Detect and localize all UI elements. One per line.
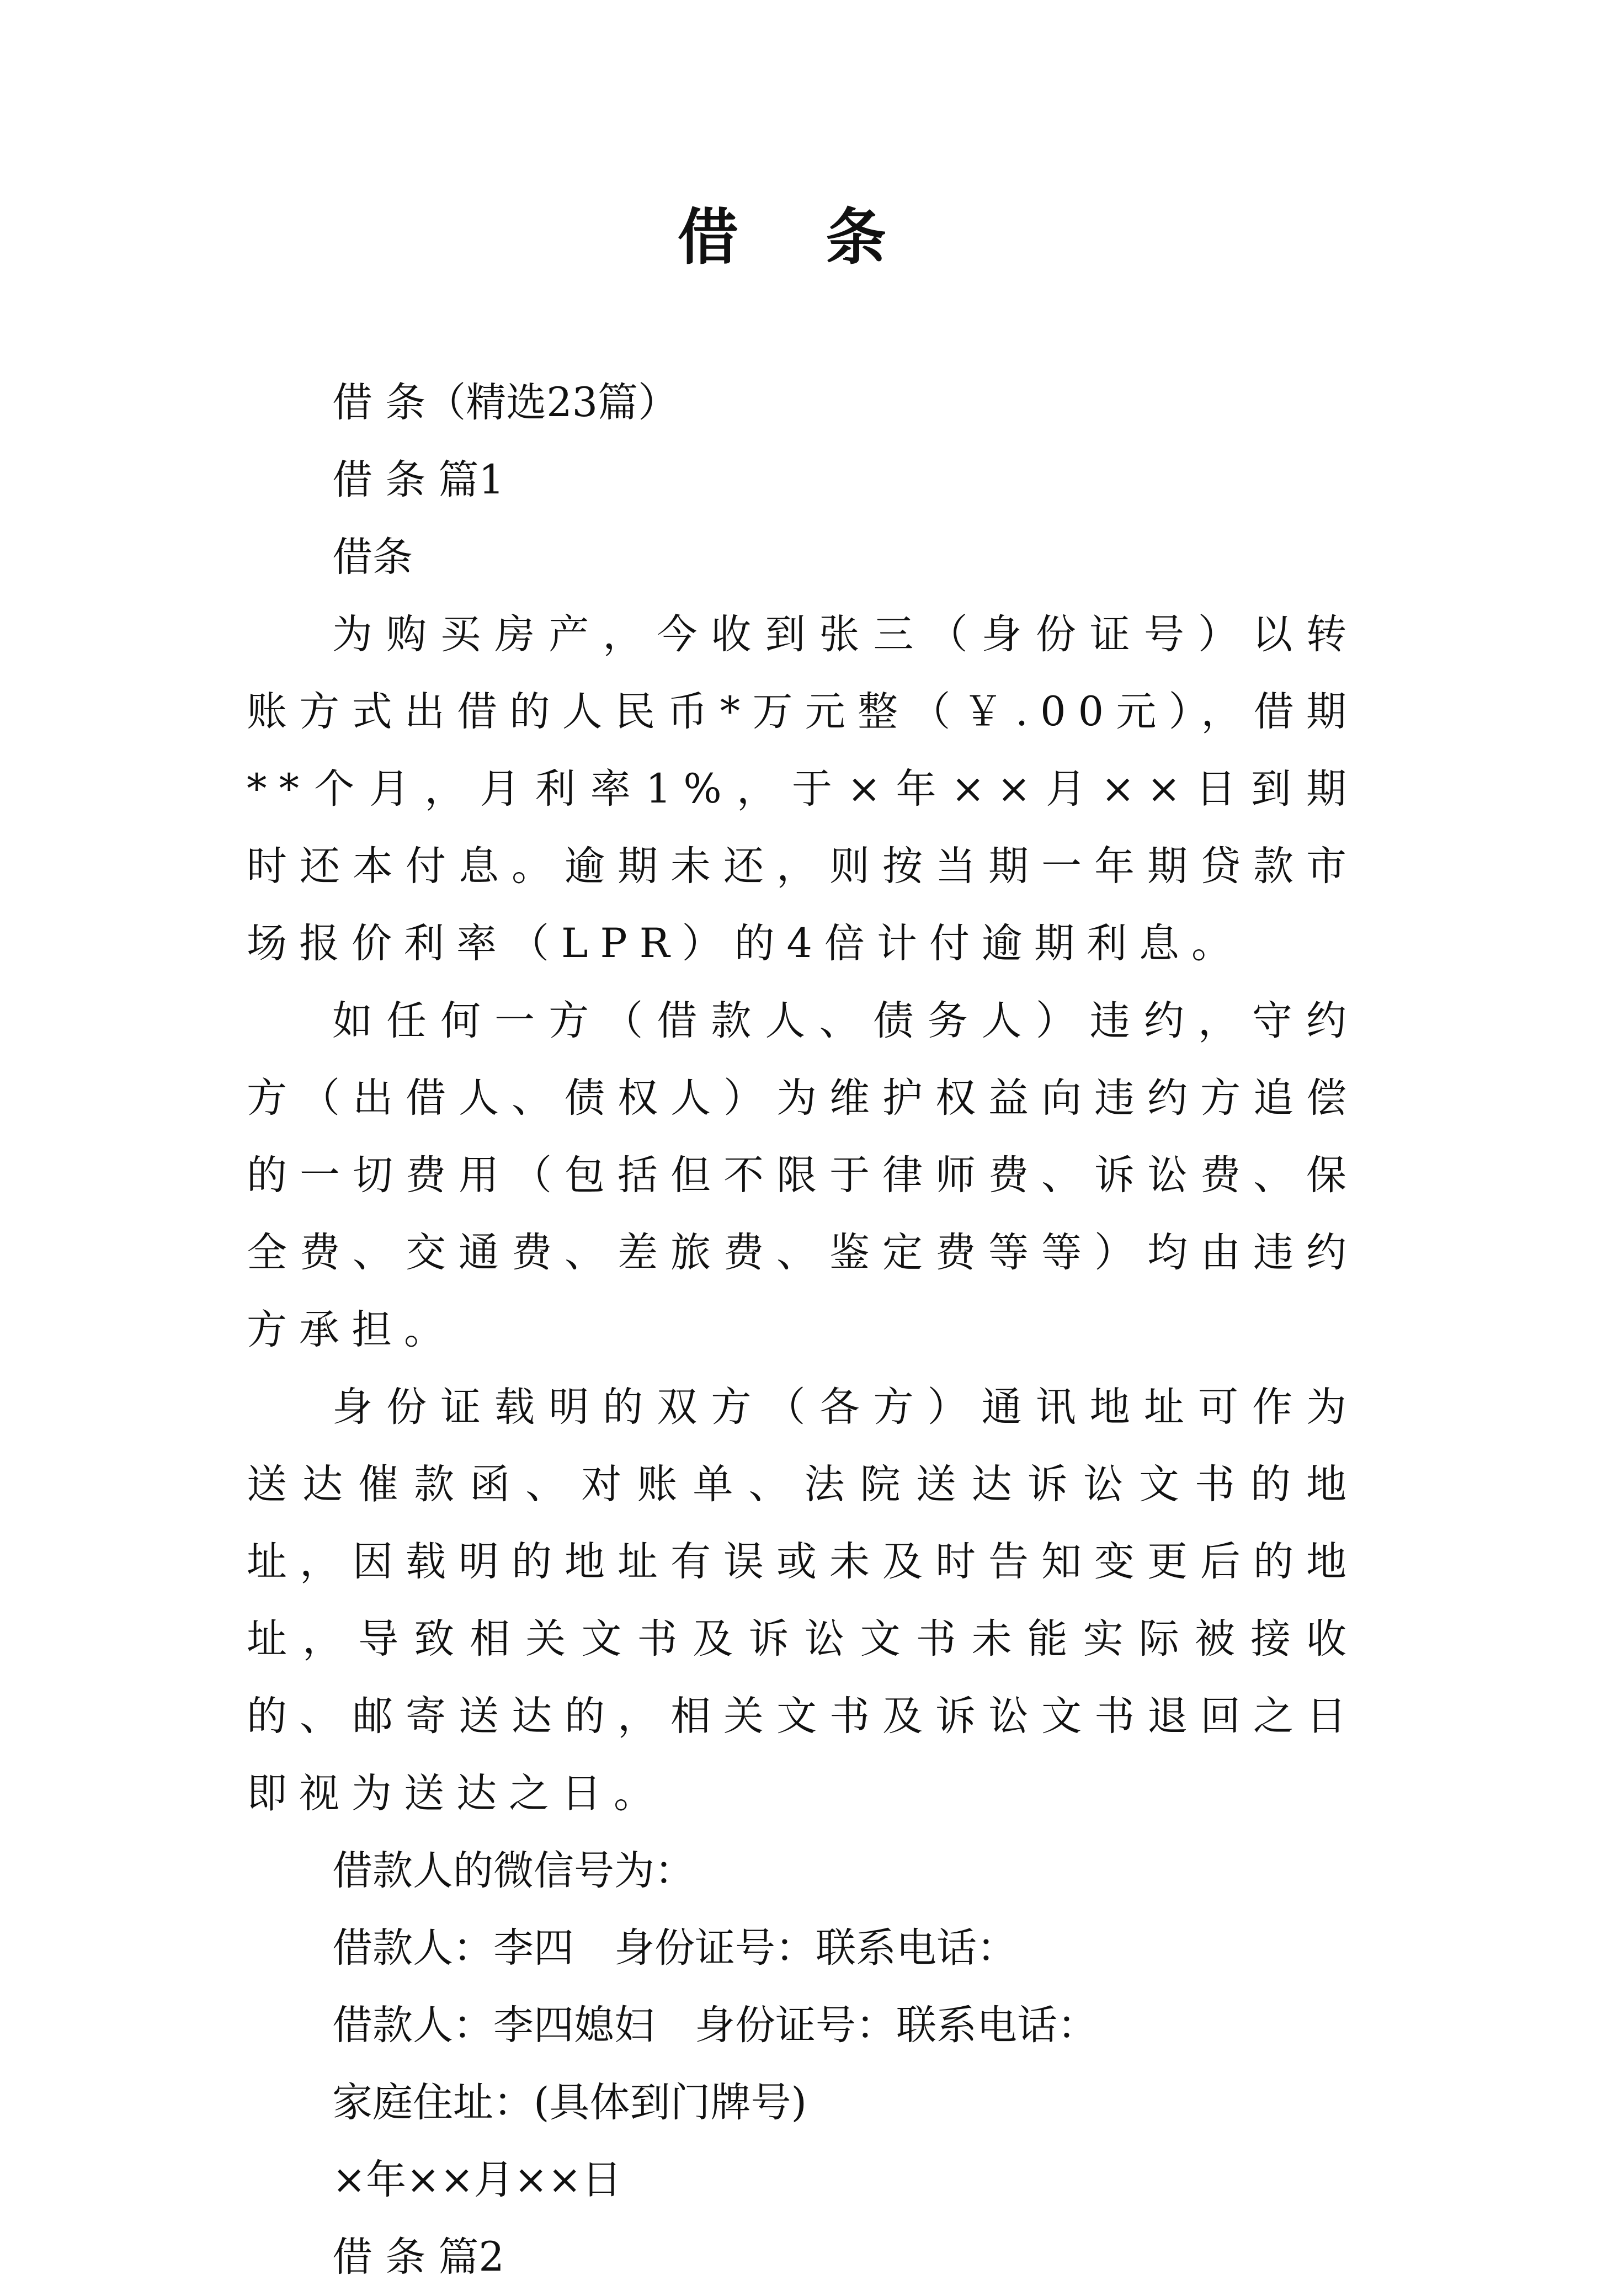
paragraph-loan-terms: 为购买房产，今收到张三（身份证号）以转账方式出借的人民币*万元整（￥.00元），借期**个月，月利率1%，于×年××月××日到期时还本付息。逾期未还，则按当期一年期贷款市场报价利率（LPR）的4倍计付逾期利息。 (247, 611, 1359, 967)
paragraph-section-1-heading: 借 条 篇1 (332, 456, 504, 503)
paragraph-section-2-heading: 借 条 篇2 (332, 2234, 504, 2281)
paragraph-home-address: 家庭住址：(具体到门牌号) (332, 2079, 807, 2126)
paragraph-wechat-id: 借款人的微信号为： (332, 1847, 695, 1894)
document-body (247, 364, 1359, 2296)
paragraph-iou-label: 借条 (332, 534, 413, 581)
paragraph-borrower-1: 借款人：李四 身份证号：联系电话： (332, 1925, 1017, 1971)
paragraph-service-address-clause: 身份证载明的双方（各方）通讯地址可作为送达催款函、对账单、法院送达诉讼文书的地址，因载明的地址有误或未及时告知变更后的地址，导致相关文书及诉讼文书未能实际被接收的、邮寄送达的，相关文书及诉讼文书退回之日即视为送达之日。 (247, 1384, 1359, 1817)
document-title: 借 条 (677, 201, 920, 273)
paragraph-default-clause: 如任何一方（借款人、债务人）违约，守约方（出借人、债权人）为维护权益向违约方追偿的一切费用（包括但不限于律师费、诉讼费、保全费、交通费、差旅费、鉴定费等等）均由违约方承担。 (247, 997, 1359, 1353)
paragraph-date: ×年××月××日 (332, 2156, 622, 2203)
paragraph-borrower-2: 借款人：李四媳妇 身份证号：联系电话： (332, 2002, 1098, 2049)
paragraph-collection-heading: 借 条（精选23篇） (332, 379, 679, 426)
